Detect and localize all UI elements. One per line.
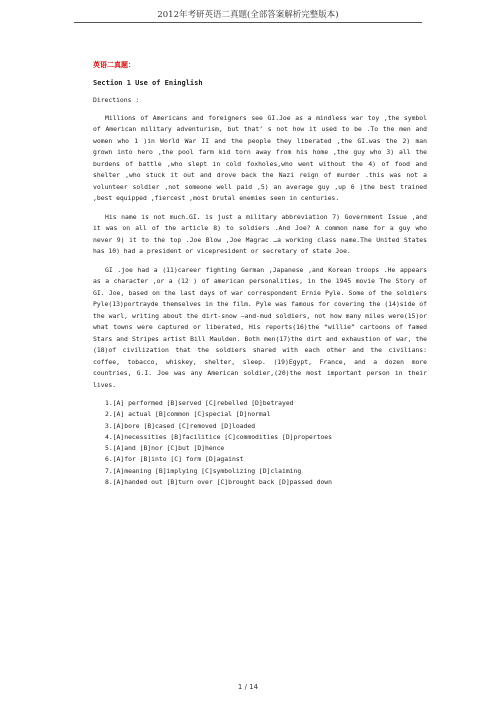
directions-label: Directions : bbox=[93, 96, 140, 104]
passage-paragraph-1: Millions of Americans and foreigners see GI.Joe as a mindless war toy ,the symbol of American military adventurism, but that’ s not how it used to be .To the men and women who 1 )in World War II and the people they liberated ,the GI.was the 2) man grown into hero ,the pool farm kid torn away from his home ,the guy who 3) all the burdens of battle ,who slept in cold foxholes,who went without the 4) of food and shelter ,who stuck it out and drove back the Nazi reign of murder .this was not a volunteer soldier ,not someone well paid ,5) an average guy ,up 6 )the best trained ,best equipped ,fiercest ,most brutal enemies seen in centuries. bbox=[93, 113, 427, 202]
page-header: 2012年考研英语二真题(全部答案解析完整版本) bbox=[157, 10, 339, 20]
section-title: Section 1 Use of Eninglish bbox=[93, 78, 203, 87]
option-line: 4.[A]necessities [B]facilitice [C]commodities [D]propertoes bbox=[105, 432, 333, 441]
passage-paragraph-2: His name is not much.GI. is just a military abbreviation 7) Government Issue ,and it was on all of the article 8) to soldiers .And Joe? A common name for a guy who never 9) it to the top .Joe Blow ,Joe Magrac …a working class name.The United States has 10) had a president or vicepresident or secretary of state Joe. bbox=[93, 212, 427, 255]
exam-heading: 英语二真题： bbox=[93, 61, 135, 69]
option-line: 5.[A]and [B]nor [C]but [D]hence bbox=[105, 444, 225, 453]
passage-paragraph-3: GI .joe had a (11)career fighting German ,Japanese ,and Korean troops .He appears as a character ,or a (12 ) of american personalities, in the 1945 movie The Story of GI. Joe, based on the last days of war correspondent Ernie Pyle. Some of the soldiers Pyle(13)portrayde themselves in the film. Pyle was famous for covering the (14)side of the warl, writing about the dirt-snow –and-mud soldiers, not how many miles were(15)or what towns were captured or liberated, His reports(16)the “willie” cartoons of famed Stars and Stripes artist Bill Maulden. Both men(17)the dirt and exhaustion of war, the (18)of civilization that the soldiers shared with each other and the civilians: coffee, tobacco, whiskey, shelter, sleep. (19)Egypt, France, and a dozen more countries, G.I. Joe was any American soldier,(20)the most important person in their lives. bbox=[93, 265, 427, 389]
option-line: 8.[A]handed out [B]turn over [C]brought back [D]passed down bbox=[105, 478, 333, 487]
option-line: 7.[A]meaning [B]implying [C]symbolizing [D]claiming bbox=[105, 466, 302, 475]
option-line: 6.[A]for [B]into [C] form [D]against bbox=[105, 455, 244, 464]
option-line: 3.[A]bore [B]cased [C]removed [D]loaded bbox=[105, 421, 256, 430]
option-line: 2.[A] actual [B]common [C]special [D]normal bbox=[105, 410, 271, 419]
option-line: 1.[A] performed [B]served [C]rebelled [D]betrayed bbox=[105, 399, 294, 407]
page-number: 1 / 14 bbox=[237, 683, 259, 691]
document-body bbox=[93, 60, 427, 488]
answer-options bbox=[93, 398, 427, 488]
header-divider bbox=[74, 22, 422, 23]
